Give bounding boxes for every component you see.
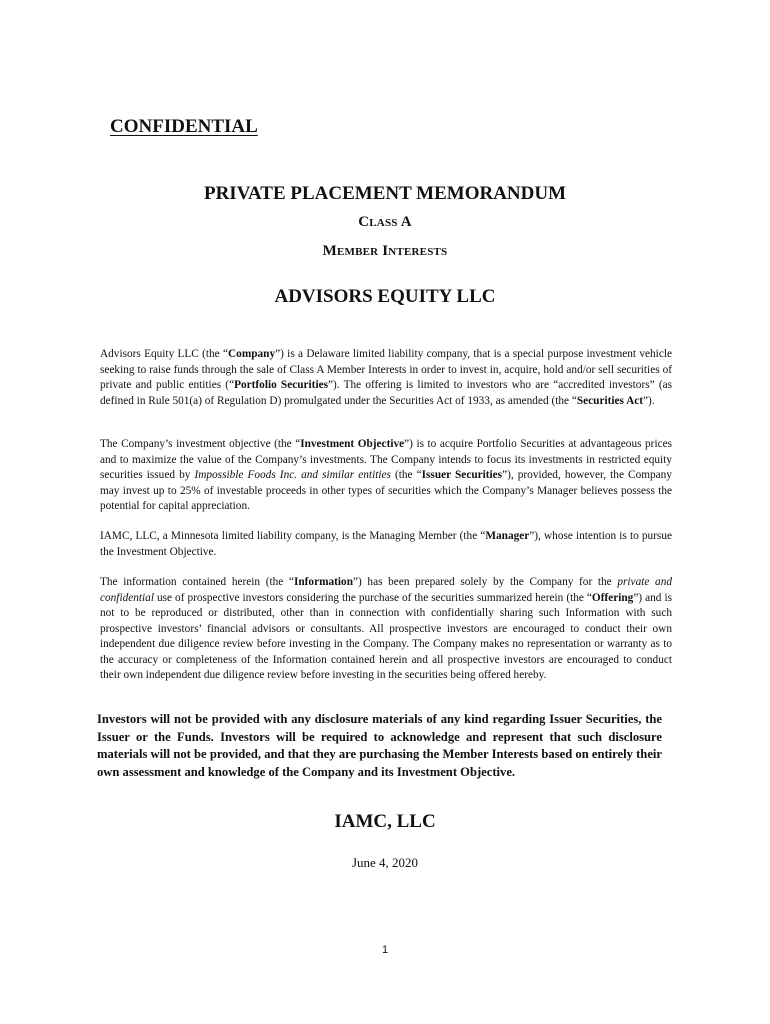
defined-term: Manager (485, 530, 530, 542)
subtitle-class: Class A (358, 214, 412, 230)
manager-name: IAMC, LLC (334, 811, 436, 832)
company-name: ADVISORS EQUITY LLC (274, 286, 496, 307)
paragraph-text: (the “ (390, 469, 422, 481)
paragraph-text: IAMC, LLC, a Minnesota limited liability company, is the Managing Member (the “ (100, 530, 486, 542)
paragraph-text: The Company’s investment objective (the “ (100, 438, 301, 450)
paragraph-investment-objective (100, 437, 672, 515)
defined-term: Information (293, 576, 353, 588)
defined-term: Company (228, 348, 276, 360)
memorandum-title: PRIVATE PLACEMENT MEMORANDUM (203, 183, 567, 204)
paragraph-text: ”). (643, 394, 655, 407)
defined-term: Investment Objective (300, 438, 405, 450)
emphasized-text: Impossible Foods Inc. and similar entities (194, 469, 391, 481)
paragraph-text: ”). The offering is limited to investors who are “accredited investors” (as defined in Rule 501(a) of Regulation D) promulgated under the Securities Act of 1933, as amended (the “ (100, 379, 672, 407)
paragraph-text: ”) has been prepared solely by the Company for the (352, 576, 618, 588)
paragraph-text: ”), whose intention is to pursue the Investment Objective. (100, 530, 672, 558)
defined-term: Issuer Securities (421, 469, 503, 481)
subtitle-member-interests: Member Interests (322, 243, 448, 259)
paragraph-text: ”), provided, however, the Company may invest up to 25% of investable proceeds in other types of securities which the Company’s Manager believes possess the potential for capital appreciation. (100, 469, 672, 512)
emphasized-text: private and confidential (100, 576, 672, 604)
paragraph-text: The information contained herein (the “ (100, 576, 294, 588)
defined-term: Portfolio Securities (234, 379, 328, 391)
paragraph-text: ”) and is not to be reproduced or distributed, other than in connection with confidentially sharing such Information with such prospective investors’ financial advisors or consultants. All prospective investors are encouraged to conduct their own independent due diligence review before investing in the Company. The Company makes no representation or warranty as to the accuracy or completeness of the Information contained herein and all prospective investors are encouraged to conduct their own independent due diligence review before investing in the securities being offered hereby. (100, 591, 672, 681)
paragraph-text: ”) is a Delaware limited liability company, that is a special purpose investment vehicle seeking to raise funds through the sale of Class A Member Interests in order to invest in, acquire, hold and/or sell securities of private and public entities (“ (100, 348, 672, 391)
document-date: June 4, 2020 (351, 855, 419, 870)
defined-term: Securities Act (576, 394, 644, 407)
paragraph-company-description (100, 347, 672, 409)
paragraph-text: ”) is to acquire Portfolio Securities at advantageous prices and to maximize the value of the Company’s investments. The Company intends to focus its investments in restricted equity securities issued by (100, 438, 673, 481)
paragraph-manager (100, 529, 672, 560)
investor-disclosure-warning: Investors will not be provided with any disclosure materials of any kind regarding Issuer Securities, the Issuer or the Funds. Investors will be required to acknowledge and represent that such disclosure materials will not be provided, and that they are purchasing the Member Interests based on entirely their own assessment and knowledge of the Company and its Investment Objective. (97, 712, 662, 779)
page-number: 1 (381, 944, 389, 956)
paragraph-text: Advisors Equity LLC (the “ (100, 348, 229, 360)
confidential-label: CONFIDENTIAL (110, 116, 258, 137)
defined-term: Offering (591, 591, 634, 604)
paragraph-text: use of prospective investors considering the purchase of the securities summarized herein (the “ (153, 591, 592, 604)
paragraph-information (100, 575, 672, 684)
